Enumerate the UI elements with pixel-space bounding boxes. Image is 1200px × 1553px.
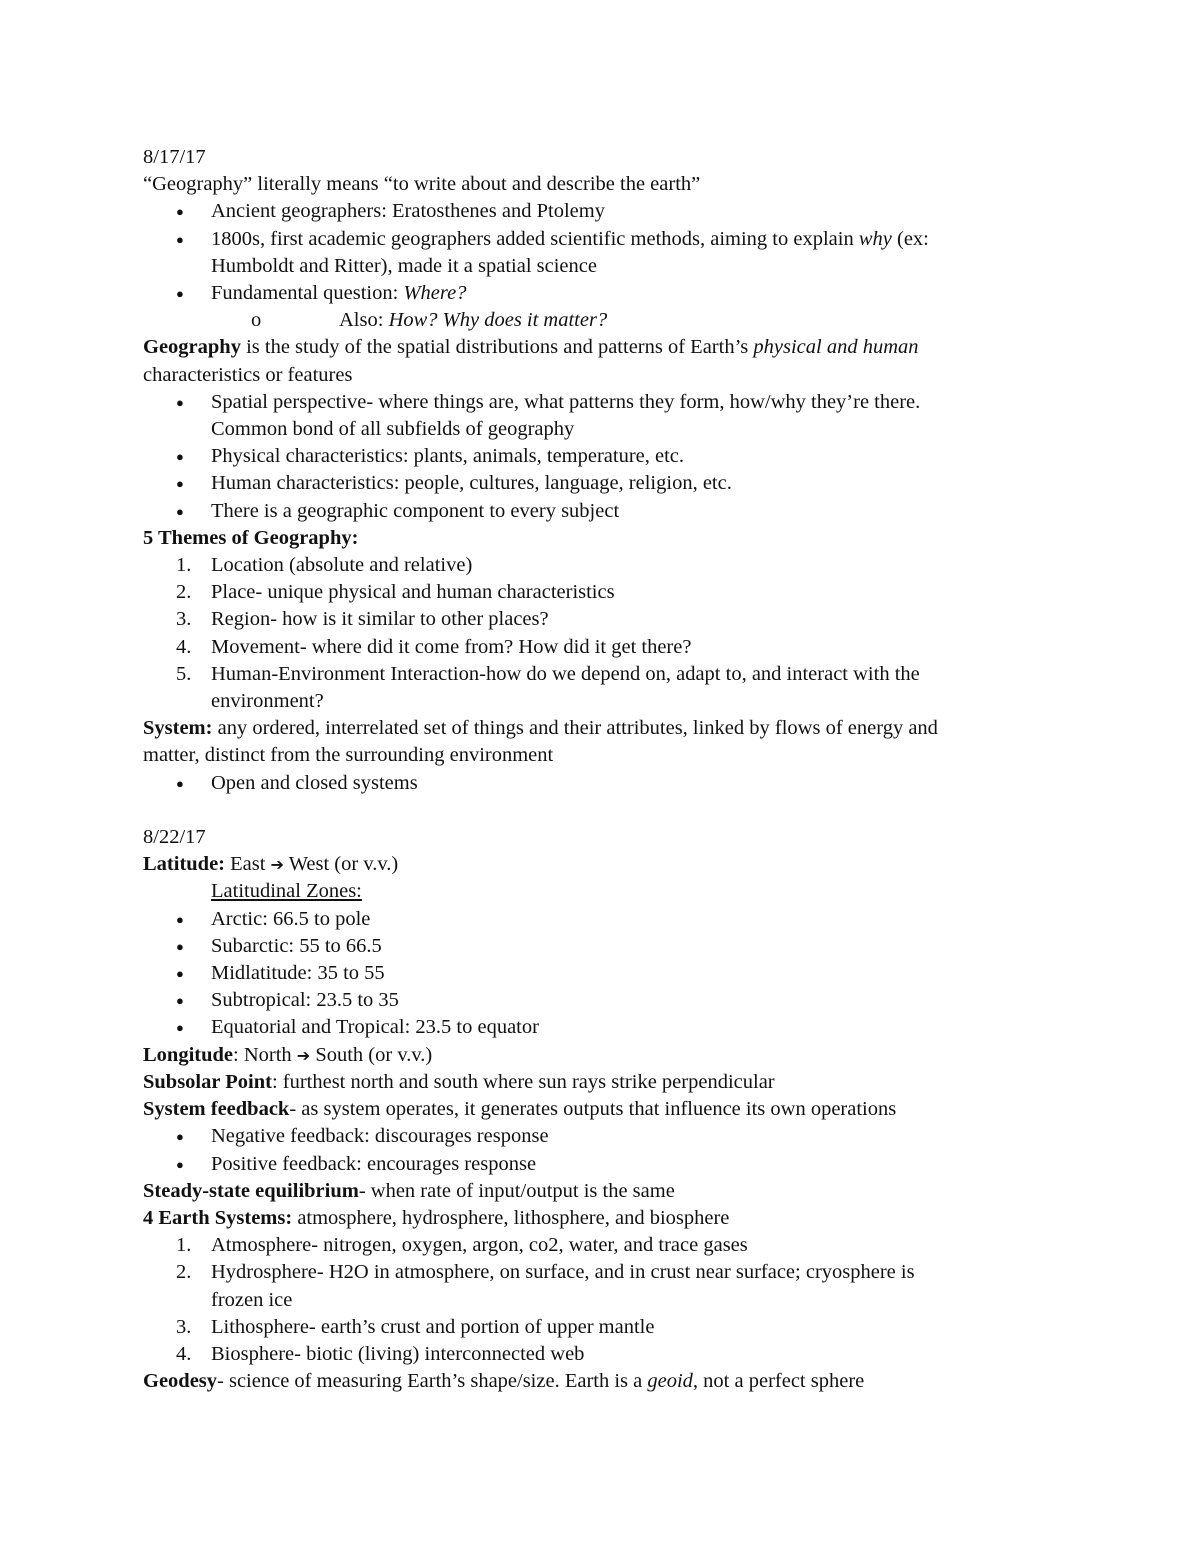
bullet-icon: ● xyxy=(176,1020,184,1036)
bullet-icon: ● xyxy=(176,938,184,954)
list-item: ● Fundamental question: Where? xyxy=(143,280,1073,307)
bullet-icon: ● xyxy=(176,231,184,247)
list-item: ● Positive feedback: encourages response xyxy=(143,1151,1073,1178)
bullet-icon: ● xyxy=(176,503,184,519)
date-heading: 8/17/17 xyxy=(143,146,206,168)
earth-systems-line: 4 Earth Systems: atmosphere, hydrosphere, lithosphere, and biosphere xyxy=(143,1206,730,1229)
list-item: ● Spatial perspective- where things are, what patterns they form, how/why they’re there. Common bond of all subfields of geography xyxy=(176,390,921,441)
sub-list-item: o Also: How? Why does it matter? xyxy=(143,307,1073,334)
numbered-item: 2. Hydrosphere- H2O in atmosphere, on surface, and in crust near surface; cryosphere is frozen ice xyxy=(176,1261,915,1311)
bullet-icon: ● xyxy=(176,286,184,302)
sub-bullet-icon: o xyxy=(251,309,262,332)
list-item: ● Arctic: 66.5 to pole xyxy=(143,906,1073,933)
numbered-item: 4. Biosphere- biotic (living) interconnected web xyxy=(176,1342,585,1365)
list-item: ● Equatorial and Tropical: 23.5 to equator xyxy=(143,1014,1073,1041)
list-item: ● Subarctic: 55 to 66.5 xyxy=(143,933,1073,960)
numbered-item: 3. Lithosphere- earth’s crust and portion of upper mantle xyxy=(176,1315,655,1338)
feedback-line: System feedback- as system operates, it generates outputs that influence its own operations xyxy=(143,1098,897,1121)
numbered-item: 1. Location (absolute and relative) xyxy=(176,554,473,577)
steady-state-line: Steady-state equilibrium- when rate of input/output is the same xyxy=(143,1179,675,1202)
list-item: ● There is a geographic component to every subject xyxy=(143,498,1073,525)
bullet-icon: ● xyxy=(176,394,184,410)
numbered-item: 3. Region- how is it similar to other places? xyxy=(176,608,549,631)
bullet-icon: ● xyxy=(176,476,184,492)
notes-body: 8/17/17 “Geography” literally means “to write about and describe the earth” ● Ancient geographers: Eratosthenes and Ptolemy ● 1800s, first academic geographers added scientific methods, aiming to explain why (ex: Humboldt and Ritter), made it a spatial science ● Fundamental question: Where? o Also: How? Why does it matter? Geography is the study of the spatial distributions and patterns of Earth’s physical and human characteristics or features ● Spatial perspective- where things are, what patterns they form, how/why they’re there. Common bond of all subfields of geography ● Physical characteristics: plants, animals, temperature, etc. ● Human characteristics: people, cultures, language, religion, etc. ● There is a geographic component to every subject 5 Themes of Geography: 1. Location (absolute and relative) 2. Place- unique physical and human characteristics 3. Region- how is it similar to other places? 4. Movement- where did it come from? How did it get there? 5. Human-Environment Interaction-how do we depend on, adapt to, and interact with the environment? System: any ordered, interrelated set of things and their attributes, linked by flows of energy and matter, distinct from the surrounding environment ● Open and closed systems 8/22/17 Latitude: East ➔ West (or v.v.) Latitudinal Zones: ● Arctic: 66.5 to pole ● Subarctic: 55 to 66.5 ● Midlatitude: 35 to 55 ● Subtropical: 23.5 to 35 ● Equatorial and Tropical: 23.5 to equator Longitude: North ➔ South (or v.v.) Subsolar Point: furthest north and south where sun rays strike perpendicular System feedback- as system operates, it generates outputs that influence its own operations ● Negative feedback: discourages response ● Positive feedback: encourages response Steady-state equilibrium- when rate of input/output is the same 4 Earth Systems: atmosphere, hydrosphere, lithosphere, and biosphere 1. Atmosphere- nitrogen, oxygen, argon, co2, water, and trace gases 2. Hydrosphere- H2O in atmosphere, on surface, and in crust near surface; cryosphere is frozen ice 3. Lithosphere- earth’s crust and portion of upper mantle 4. Biosphere- biotic (living) interconnected web Geodesy- science of measuring Earth’s shape/size. Earth is a geoid, not a perfect sphere xyxy=(143,144,1073,1395)
list-item: ● Subtropical: 23.5 to 35 xyxy=(143,987,1073,1014)
arrow-right-icon: ➔ xyxy=(270,855,284,875)
bullet-icon: ● xyxy=(176,775,184,791)
longitude-line: Longitude: North ➔ South (or v.v.) xyxy=(143,1043,433,1066)
numbered-item: 1. Atmosphere- nitrogen, oxygen, argon, co2, water, and trace gases xyxy=(176,1234,748,1257)
bullet-icon: ● xyxy=(176,449,184,465)
numbered-item: 2. Place- unique physical and human characteristics xyxy=(176,581,615,604)
list-item: ● Human characteristics: people, cultures, language, religion, etc. xyxy=(143,470,1073,497)
subsolar-line: Subsolar Point: furthest north and south where sun rays strike perpendicular xyxy=(143,1070,775,1093)
date-heading: 8/22/17 xyxy=(143,826,206,849)
geography-definition: Geography is the study of the spatial distributions and patterns of Earth’s physical and human xyxy=(143,336,919,359)
intro-line: “Geography” literally means “to write about and describe the earth” xyxy=(143,173,701,196)
blank-line xyxy=(143,797,1073,824)
geodesy-line: Geodesy- science of measuring Earth’s shape/size. Earth is a geoid, not a perfect sphere xyxy=(143,1370,865,1393)
arrow-right-icon: ➔ xyxy=(296,1045,311,1065)
numbered-item: 5. Human-Environment Interaction-how do we depend on, adapt to, and interact with the environment? xyxy=(176,662,920,713)
list-item: ● Negative feedback: discourages response xyxy=(143,1123,1073,1150)
list-item: ● Open and closed systems xyxy=(143,770,1073,797)
bullet-icon: ● xyxy=(176,966,184,982)
bullet-icon: ● xyxy=(176,911,184,927)
latitude-line: Latitude: East ➔ West (or v.v.) xyxy=(143,853,399,876)
bullet-icon: ● xyxy=(176,204,184,220)
numbered-item: 4. Movement- where did it come from? How did it get there? xyxy=(176,635,692,658)
bullet-icon: ● xyxy=(176,1156,184,1172)
list-item: ● Midlatitude: 35 to 55 xyxy=(143,960,1073,987)
list-item: ● 1800s, first academic geographers added scientific methods, aiming to explain why (ex: Humboldt and Ritter), made it a spatial science xyxy=(176,227,929,277)
bullet-icon: ● xyxy=(176,1129,184,1145)
list-item: ● Physical characteristics: plants, animals, temperature, etc. xyxy=(143,443,1073,470)
system-definition: System: any ordered, interrelated set of things and their attributes, linked by flows of energy and xyxy=(143,717,938,740)
list-item: ● Ancient geographers: Eratosthenes and Ptolemy xyxy=(143,198,1073,225)
bullet-icon: ● xyxy=(176,993,184,1009)
themes-heading: 5 Themes of Geography: xyxy=(143,526,359,549)
latitudinal-zones-label: Latitudinal Zones: xyxy=(211,880,362,903)
